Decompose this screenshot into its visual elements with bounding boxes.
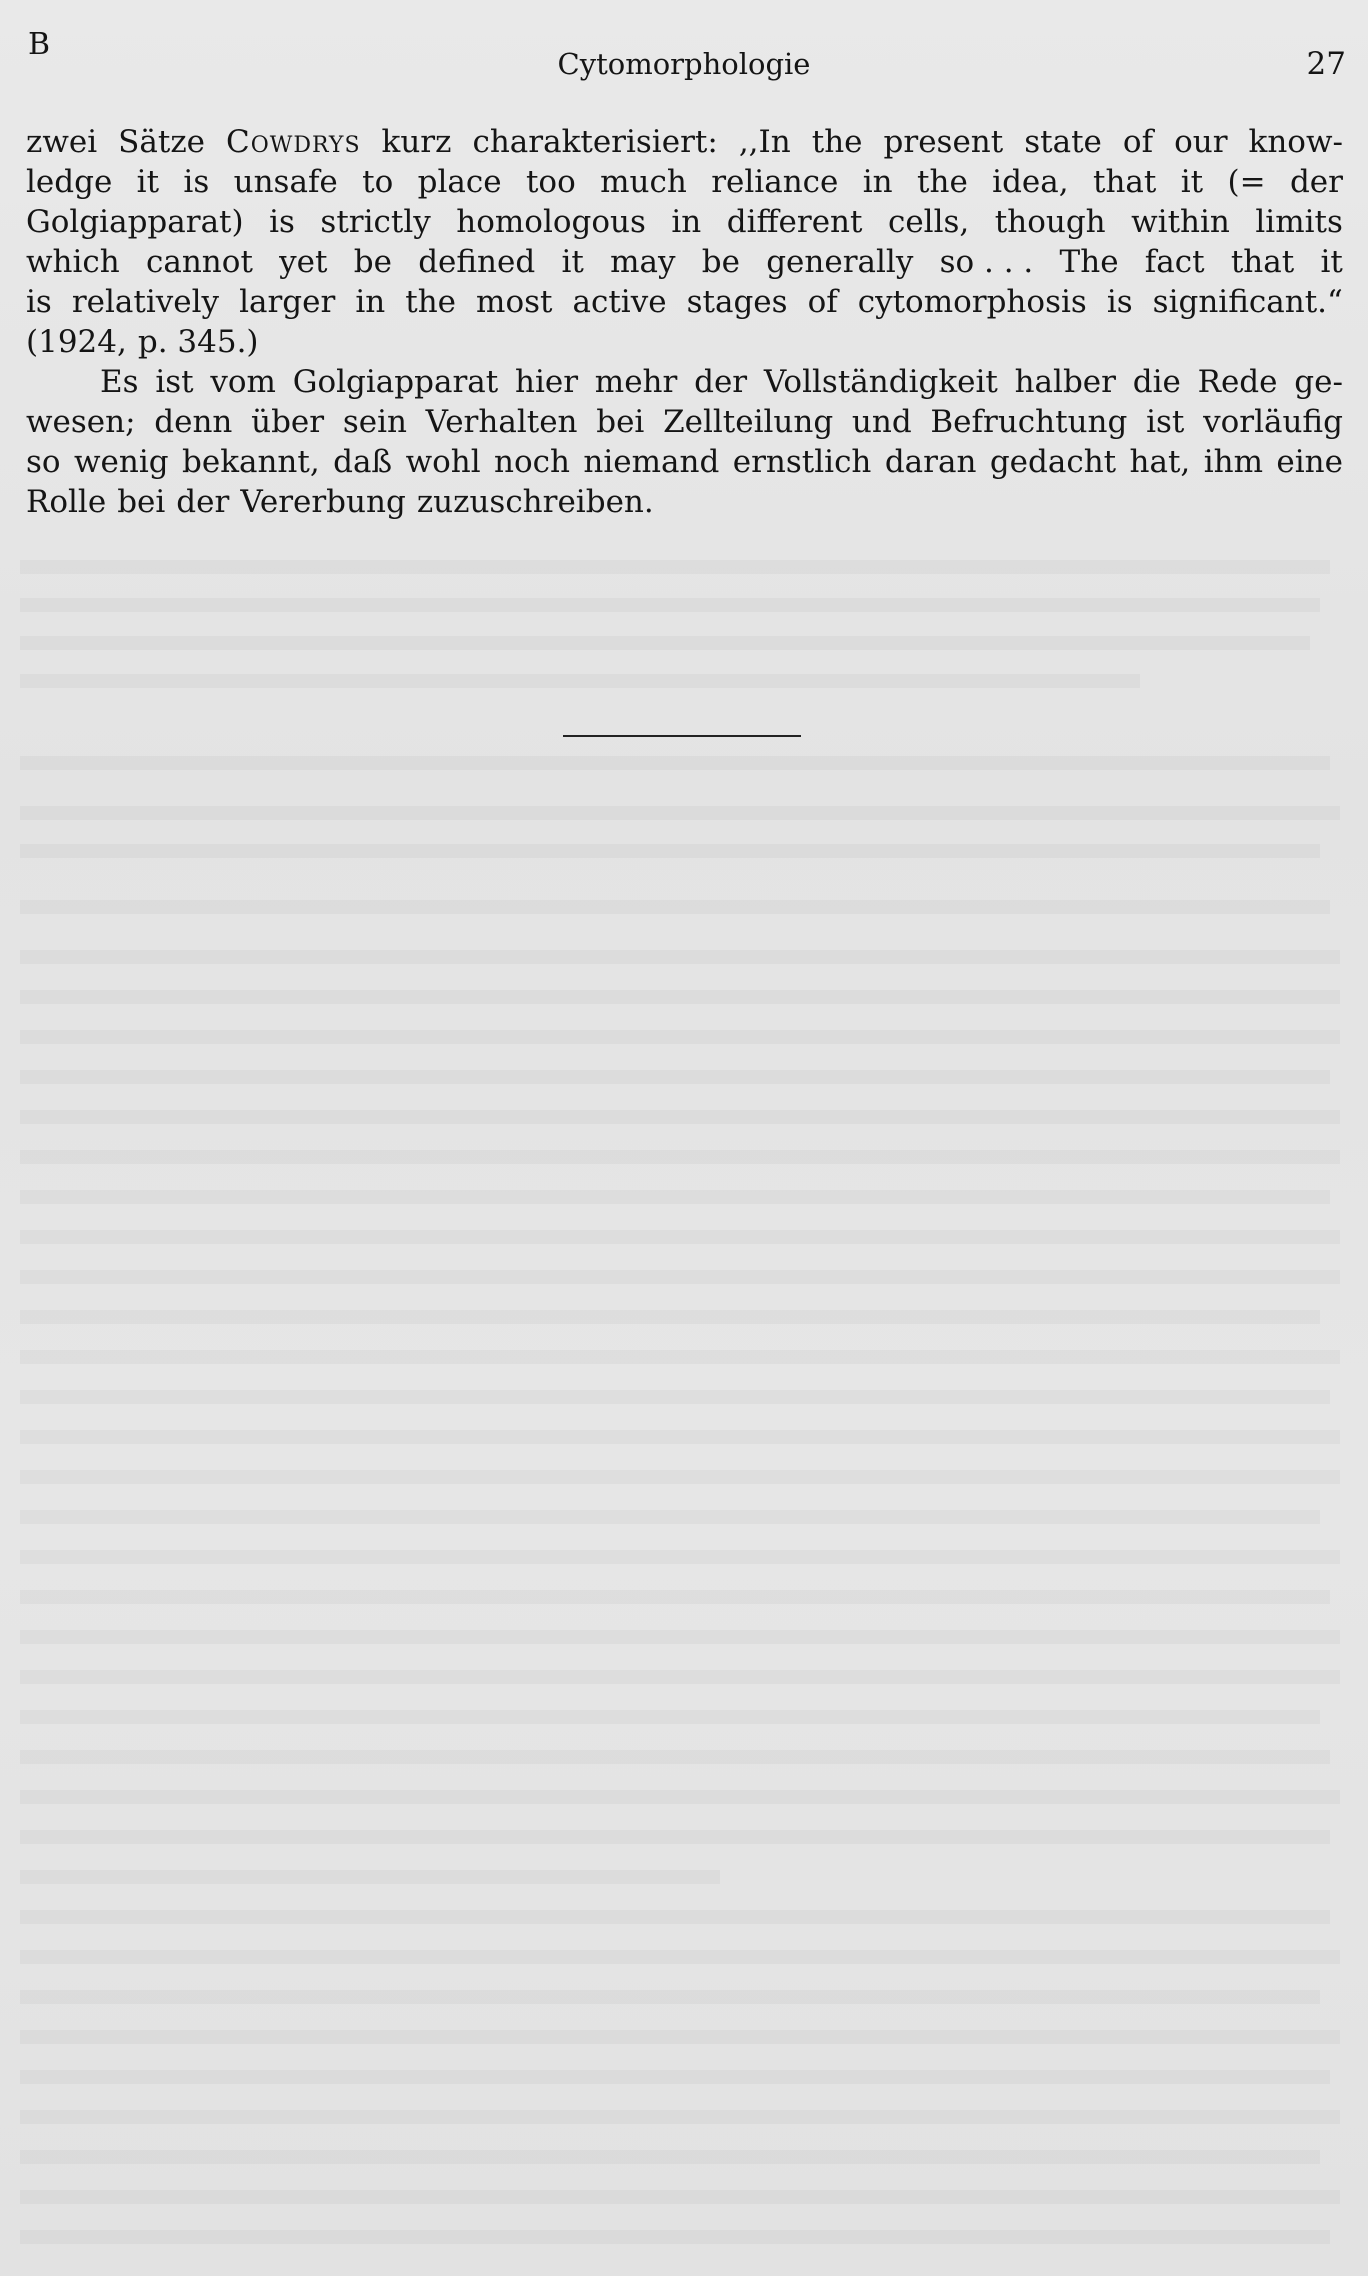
word: Golgiapparat) [26, 204, 244, 240]
word: know- [1248, 124, 1343, 160]
word: Sätze [118, 124, 206, 160]
text-line [26, 122, 1343, 162]
word: active [572, 284, 667, 320]
word: is [183, 164, 210, 200]
word: ledge [26, 164, 113, 200]
word: relatively [71, 284, 220, 320]
word: zuzuschreiben. [416, 484, 654, 520]
word: larger [239, 284, 336, 320]
word: Vererbung [240, 484, 406, 520]
word: der [694, 364, 748, 400]
word: ihm [1203, 444, 1263, 480]
word: defined [418, 244, 536, 280]
section-end-rule [563, 735, 801, 737]
word: Golgiapparat [292, 364, 499, 400]
word: unsafe [233, 164, 338, 200]
text-line [26, 442, 1343, 482]
word: to [362, 164, 394, 200]
citation-page: p. 345.) [137, 324, 259, 360]
word: it [1320, 244, 1343, 280]
word: cells, [887, 204, 970, 240]
word: Rede [1197, 364, 1278, 400]
word: that [1093, 164, 1157, 200]
word: much [600, 164, 687, 200]
word: generally [766, 244, 914, 280]
word: in [862, 164, 893, 200]
word: so [26, 444, 61, 480]
word: most [476, 284, 553, 320]
word: idea, [992, 164, 1069, 200]
word: Verhalten [425, 404, 578, 440]
word: bekannt, [182, 444, 320, 480]
word: Rolle [26, 484, 107, 520]
word: vorläufig [1203, 404, 1343, 440]
word: too [525, 164, 576, 200]
word: kurz [381, 124, 452, 160]
word: within [1131, 204, 1230, 240]
word: die [1132, 364, 1181, 400]
word: in [355, 284, 386, 320]
word: though [994, 204, 1106, 240]
word: der [176, 484, 230, 520]
word: mehr [594, 364, 678, 400]
word: may [610, 244, 676, 280]
body-text [26, 122, 1343, 522]
word: hier [514, 364, 579, 400]
word: different [726, 204, 863, 240]
word: vom [210, 364, 276, 400]
word: noch [494, 444, 571, 480]
word: in [671, 204, 702, 240]
word: sein [342, 404, 407, 440]
text-line [26, 162, 1343, 202]
word: of [807, 284, 838, 320]
word: significant.“ [1152, 284, 1343, 320]
text-line [26, 202, 1343, 242]
word: charakterisiert: [472, 124, 718, 160]
word: daran [884, 444, 977, 480]
text-line [26, 402, 1343, 442]
word: eine [1276, 444, 1343, 480]
word: that [1230, 244, 1295, 280]
word: state [1024, 124, 1102, 160]
word: of [1122, 124, 1154, 160]
word: denn [154, 404, 233, 440]
word: it [136, 164, 160, 200]
word: hat, [1129, 444, 1191, 480]
word: stages [686, 284, 788, 320]
word: the [917, 164, 968, 200]
word: ist [155, 364, 194, 400]
word: Es [100, 364, 139, 400]
word: fact [1144, 244, 1205, 280]
word: wohl [405, 444, 481, 480]
word: be [701, 244, 740, 280]
word: ernstlich [732, 444, 872, 480]
section-letter: B [28, 27, 51, 62]
word: und [851, 404, 912, 440]
word: strictly [320, 204, 431, 240]
word: is [26, 284, 52, 320]
word: cannot [146, 244, 253, 280]
word: yet [279, 244, 328, 280]
word: daß [333, 444, 393, 480]
word: wenig [73, 444, 169, 480]
word: zwei [26, 124, 98, 160]
text-line [26, 322, 1343, 362]
word: it [1180, 164, 1204, 200]
word: wesen; [26, 404, 136, 440]
word: it [561, 244, 584, 280]
word: Vollständigkeit [763, 364, 998, 400]
text-line [26, 282, 1343, 322]
word: (= [1227, 164, 1266, 200]
word: the [811, 124, 863, 160]
word: our [1174, 124, 1228, 160]
author-name: Cowdrys [226, 124, 361, 160]
word: Zellteilung [663, 404, 834, 440]
paragraph-golgi [26, 362, 1343, 522]
word: der [1289, 164, 1343, 200]
word: gedacht [989, 444, 1117, 480]
paragraph-quote [26, 122, 1343, 362]
word: is [269, 204, 295, 240]
word: The [1059, 244, 1119, 280]
citation-year: (1924, [26, 324, 127, 360]
word: homologous [456, 204, 646, 240]
word: limits [1255, 204, 1343, 240]
page-number: 27 [1306, 46, 1346, 82]
word: be [353, 244, 392, 280]
word: the [405, 284, 457, 320]
word: place [417, 164, 502, 200]
text-line [26, 482, 1343, 522]
text-line [26, 362, 1343, 402]
word: halber [1014, 364, 1116, 400]
word: cytomorphosis [857, 284, 1087, 320]
word: is [1106, 284, 1133, 320]
word: Befruchtung [930, 404, 1128, 440]
word: which [26, 244, 120, 280]
word: ist [1146, 404, 1185, 440]
text-line [26, 242, 1343, 282]
word: über [251, 404, 325, 440]
word: niemand [583, 444, 720, 480]
word: ,,In [738, 124, 791, 160]
word: bei [596, 404, 645, 440]
word: so . . . [939, 244, 1034, 280]
word: ge- [1294, 364, 1343, 400]
word: present [883, 124, 1004, 160]
word: bei [117, 484, 166, 520]
word: reliance [711, 164, 839, 200]
running-head: Cytomorphologie [557, 47, 811, 81]
